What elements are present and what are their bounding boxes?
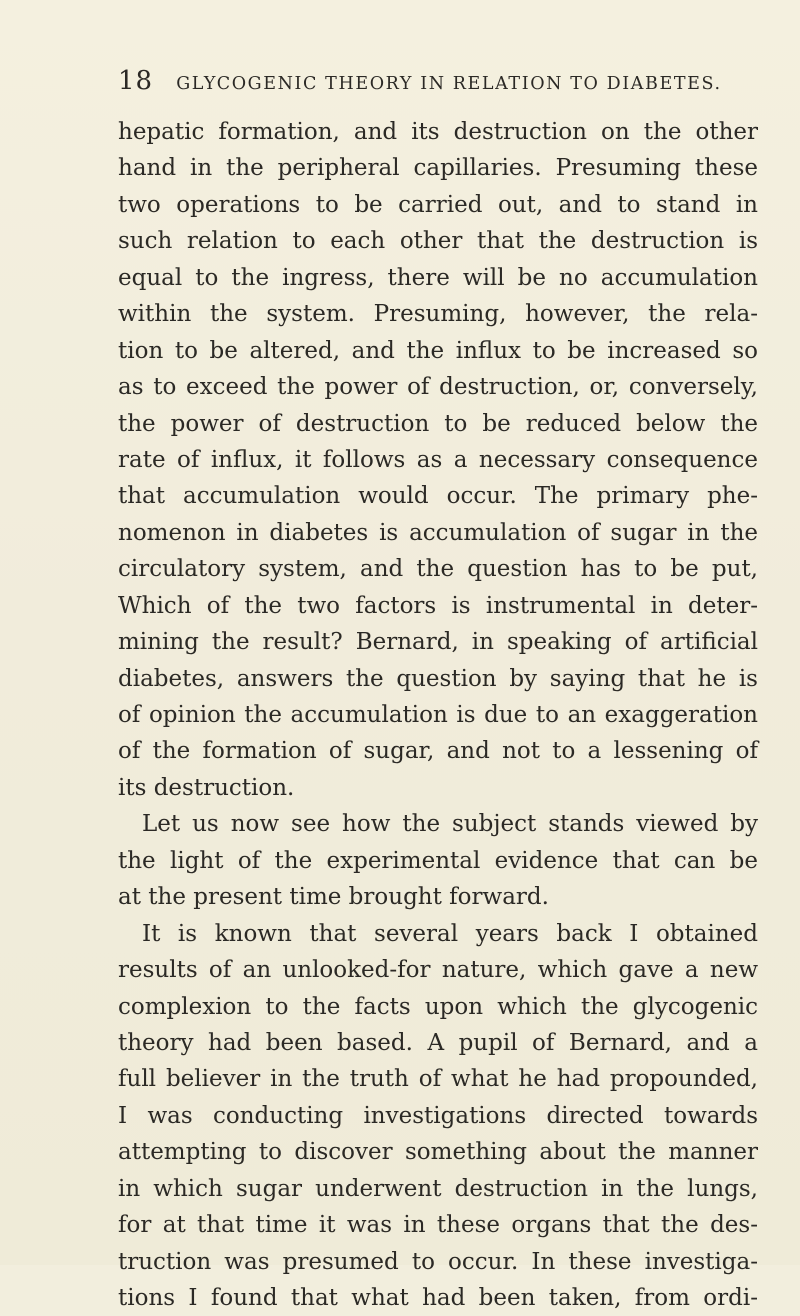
paragraph-start-line: It is known that several years back I obtained: [142, 920, 758, 947]
text-line: tions I found that what had been taken, from ordi-: [118, 1285, 758, 1311]
body-text: [118, 114, 758, 1316]
text-line: for at that time it was in these organs that the des-: [118, 1212, 758, 1239]
text-line: full believer in the truth of what he had propounded,: [118, 1066, 758, 1093]
text-line: circulatory system, and the question has to be put,: [118, 556, 758, 583]
text-line: two operations to be carried out, and to stand in: [118, 191, 758, 218]
text-line: complexion to the facts upon which the glycogenic: [118, 993, 758, 1020]
paragraph-end-line: at the present time brought forward.: [118, 884, 549, 911]
text-line: of opinion the accumulation is due to an exaggeration: [118, 702, 758, 728]
running-title: GLYCOGENIC THEORY IN RELATION TO DIABETES.: [176, 74, 722, 94]
text-line: rate of influx, it follows as a necessary consequence: [118, 446, 758, 473]
text-line: nomenon in diabetes is accumulation of sugar in the: [118, 519, 758, 546]
text-line: diabetes, answers the question by saying that he is: [118, 665, 758, 692]
text-line: within the system. Presuming, however, the rela-: [118, 301, 758, 328]
text-line: truction was presumed to occur. In these investiga-: [118, 1248, 758, 1275]
text-line: Which of the two factors is instrumental in deter-: [118, 592, 758, 619]
text-line: of the formation of sugar, and not to a lessening of: [118, 738, 758, 765]
text-line: results of an unlooked-for nature, which gave a new: [118, 957, 758, 984]
text-line: theory had been based. A pupil of Bernard, and a: [118, 1029, 758, 1056]
text-line: that accumulation would occur. The primary phe-: [118, 483, 758, 510]
text-line: the light of the experimental evidence that can be: [118, 847, 758, 874]
paragraph-start-line: Let us now see how the subject stands viewed by: [142, 811, 758, 838]
text-line: equal to the ingress, there will be no accumulation: [118, 264, 758, 291]
page-number: 18: [118, 66, 154, 96]
text-line: hepatic formation, and its destruction on the other: [118, 119, 758, 145]
text-line: hand in the peripheral capillaries. Presuming these: [118, 155, 758, 182]
text-line: the power of destruction to be reduced below the: [118, 410, 758, 437]
text-line: I was conducting investigations directed towards: [118, 1102, 758, 1129]
text-line: such relation to each other that the destruction is: [118, 228, 758, 255]
text-line: tion to be altered, and the influx to be increased so: [118, 337, 758, 364]
text-line: as to exceed the power of destruction, or, conversely,: [118, 374, 758, 401]
running-head: [118, 66, 758, 106]
text-line: mining the result? Bernard, in speaking of artificial: [118, 629, 758, 656]
paragraph-end-line: its destruction.: [118, 774, 295, 801]
text-line: in which sugar underwent destruction in the lungs,: [118, 1175, 758, 1202]
text-line: attempting to discover something about the manner: [118, 1139, 758, 1166]
